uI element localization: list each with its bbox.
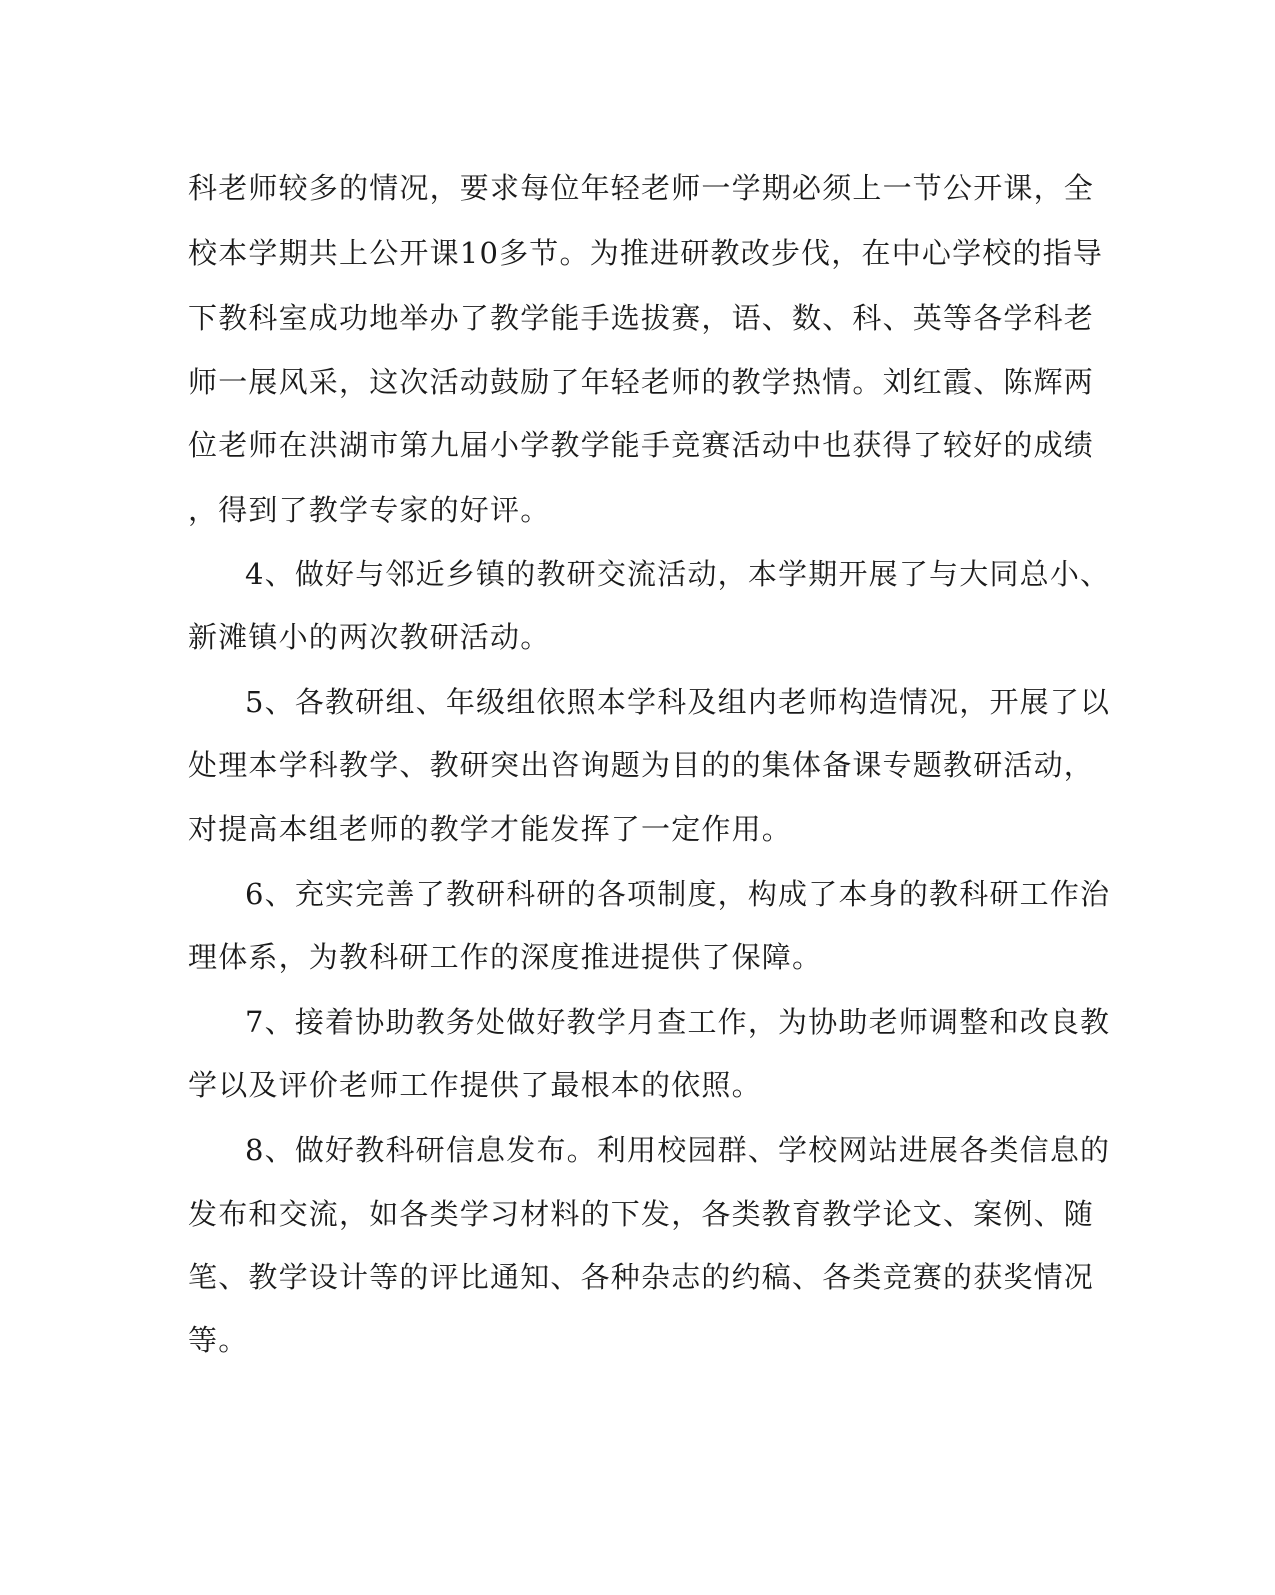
paragraph-6-line-1: 6、充实完善了教研科研的各项制度，构成了本身的教科研工作治 (245, 877, 1111, 911)
paragraph-3-line-5: 位老师在洪湖市第九届小学教学能手竞赛活动中也获得了较好的成绩 (188, 428, 1095, 462)
paragraph-3-line-6: ，得到了教学专家的好评。 (188, 493, 551, 527)
paragraph-8-line-2: 发布和交流，如各类学习材料的下发，各类教育教学论文、案例、随 (188, 1197, 1095, 1231)
paragraph-5-line-2: 处理本学科教学、教研突出咨询题为目的的集体备课专题教研活动， (188, 748, 1095, 782)
paragraph-5-line-1: 5、各教研组、年级组依照本学科及组内老师构造情况，开展了以 (245, 685, 1111, 719)
paragraph-3-line-4: 师一展风采，这次活动鼓励了年轻老师的教学热情。刘红霞、陈辉两 (188, 365, 1095, 399)
paragraph-6-line-2: 理体系，为教科研工作的深度推进提供了保障。 (188, 940, 823, 974)
paragraph-7-line-2: 学以及评价老师工作提供了最根本的依照。 (188, 1068, 762, 1102)
paragraph-3-line-1: 科老师较多的情况，要求每位年轻老师一学期必须上一节公开课，全 (188, 171, 1095, 205)
paragraph-4-line-1: 4、做好与邻近乡镇的教研交流活动，本学期开展了与大同总小、 (245, 557, 1111, 591)
paragraph-3-line-2: 校本学期共上公开课10多节。为推进研教改步伐，在中心学校的指导 (188, 236, 1104, 270)
paragraph-4-line-2: 新滩镇小的两次教研活动。 (188, 620, 551, 654)
paragraph-5-line-3: 对提高本组老师的教学才能发挥了一定作用。 (188, 812, 793, 846)
paragraph-8-line-1: 8、做好教科研信息发布。利用校园群、学校网站进展各类信息的 (245, 1133, 1111, 1167)
paragraph-8-line-4: 等。 (188, 1323, 249, 1357)
paragraph-7-line-1: 7、接着协助教务处做好教学月查工作，为协助老师调整和改良教 (245, 1005, 1111, 1039)
paragraph-8-line-3: 笔、教学设计等的评比通知、各种杂志的约稿、各类竞赛的获奖情况 (188, 1260, 1095, 1294)
paragraph-3-line-3: 下教科室成功地举办了教学能手选拔赛，语、数、科、英等各学科老 (188, 301, 1095, 335)
